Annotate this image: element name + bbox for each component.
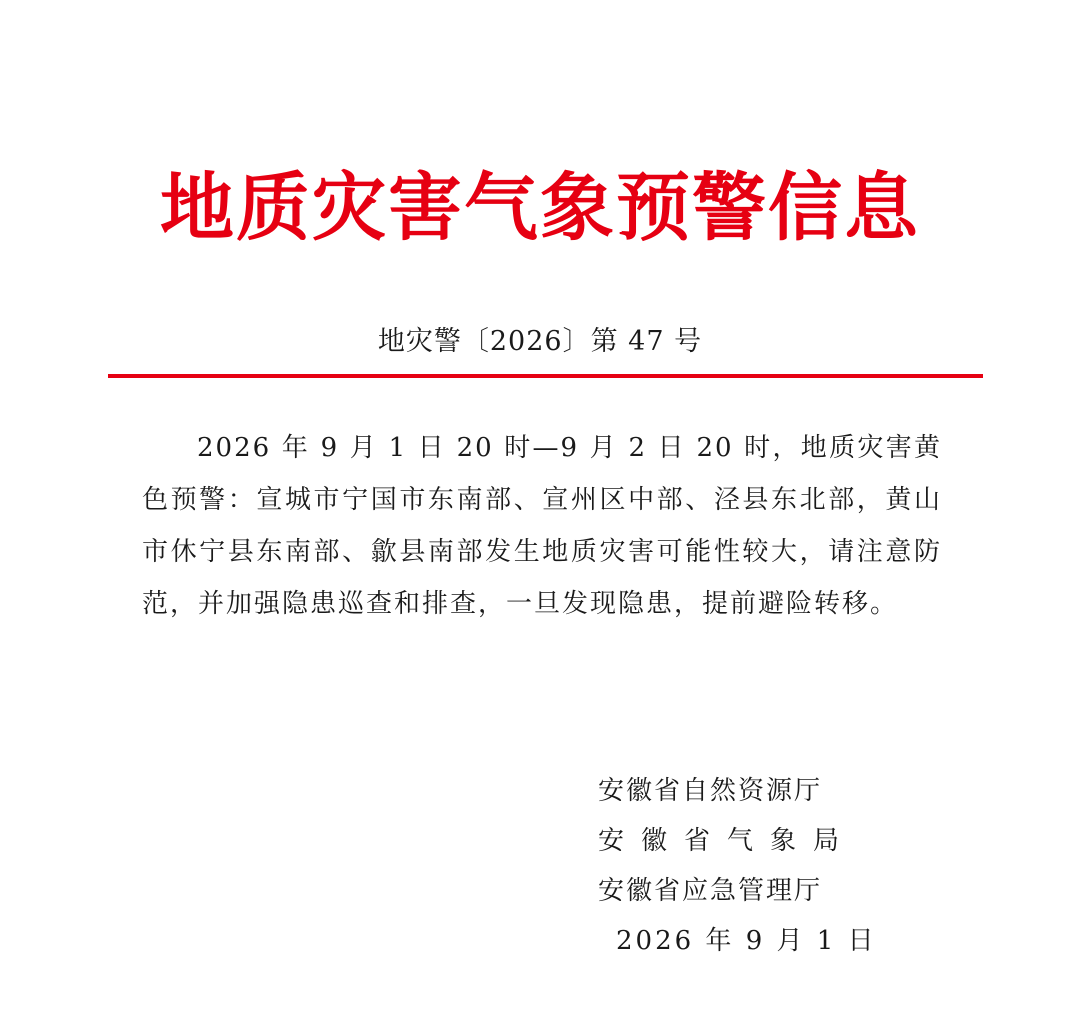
document-number: 地灾警〔2026〕第 47 号 [377, 326, 703, 357]
issuer-emergency-management: 安徽省应急管理厅 [598, 876, 823, 906]
signature-block [598, 766, 898, 966]
document-body [142, 422, 942, 630]
issuer-natural-resources: 安徽省自然资源厅 [598, 776, 823, 806]
issue-date: 2026 年 9 月 1 日 [616, 926, 877, 956]
issuer-meteorological-bureau: 安徽省气象局 [598, 826, 857, 856]
document-title: 地质灾害气象预警信息 [160, 165, 920, 251]
red-divider-line [108, 374, 983, 378]
warning-paragraph: 2026 年 9 月 1 日 20 时—9 月 2 日 20 时，地质灾害黄色预警：宣城市宁国市东南部、宣州区中部、泾县东北部，黄山市休宁县东南部、歙县南部发生地质灾害可能性较大，请注意防范，并加强隐患巡查和排查，一旦发现隐患，提前避险转移。 [142, 433, 942, 619]
